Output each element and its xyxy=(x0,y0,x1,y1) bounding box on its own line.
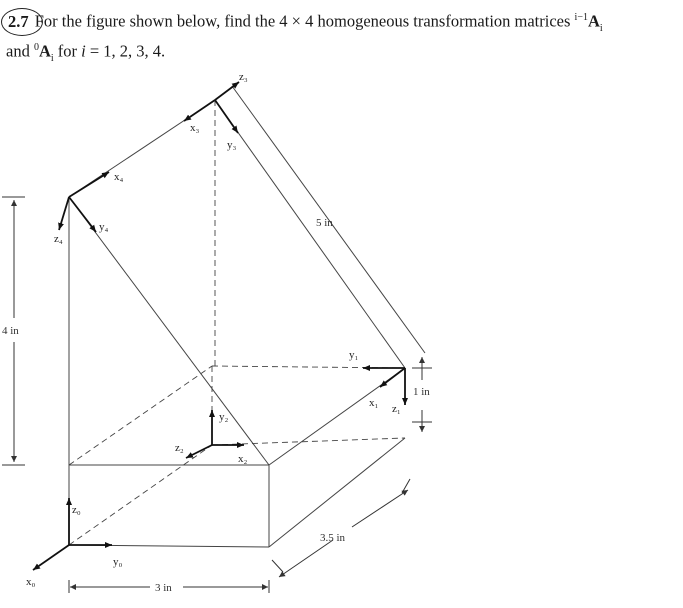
label-z3: z₃ xyxy=(239,71,248,83)
dim-depth-tick-1 xyxy=(272,560,283,572)
dim-label-4in: 4 in xyxy=(2,325,19,337)
label-z2: z₂ xyxy=(175,442,184,454)
subscript-i-2: i xyxy=(50,52,54,64)
label-y4: y₄ xyxy=(99,221,109,233)
box-bottom-right-edge xyxy=(269,438,405,547)
axis-y3 xyxy=(215,100,238,133)
dim-label-5in: 5 in xyxy=(316,217,333,229)
label-z1: z₁ xyxy=(392,403,401,415)
axis-x3 xyxy=(184,100,215,121)
superscript-zero: 0 xyxy=(33,41,39,53)
label-y0: y₀ xyxy=(113,556,123,568)
label-y1: y₁ xyxy=(349,349,359,361)
problem-text-start: For the figure shown below, find the 4 × 4 homogeneous transformation matrices xyxy=(34,11,575,31)
label-z4: z₄ xyxy=(54,233,63,245)
axis-x1 xyxy=(380,368,405,387)
label-x1: x₁ xyxy=(369,397,379,409)
link-diagonal xyxy=(69,197,269,465)
matrix-A-zero: A xyxy=(38,41,51,61)
subscript-i: i xyxy=(599,22,603,34)
hidden-bottom-back-edge xyxy=(212,438,405,445)
matrix-A: A xyxy=(587,11,600,31)
superscript-i-minus-1: i−1 xyxy=(574,12,588,23)
hidden-bottom-left-edge xyxy=(69,445,212,545)
frame-axes xyxy=(33,82,405,570)
text-and: and xyxy=(6,41,34,61)
label-x4: x₄ xyxy=(114,171,124,183)
text-range: = 1, 2, 3, 4. xyxy=(85,41,166,61)
label-x0: x₀ xyxy=(26,576,36,588)
dim-depth-arrow-1 xyxy=(279,540,333,577)
label-y2: y₂ xyxy=(219,411,229,423)
link-5in xyxy=(215,100,405,368)
text-for: for xyxy=(53,41,82,61)
label-z0: z₀ xyxy=(72,504,81,516)
dim-label-3.5in: 3.5 in xyxy=(320,532,346,544)
variable-i: i xyxy=(81,41,86,61)
base-box xyxy=(69,368,405,547)
label-y3: y₃ xyxy=(227,139,237,151)
dim-label-3in: 3 in xyxy=(155,582,172,594)
axis-x4 xyxy=(69,172,109,197)
label-x3: x₃ xyxy=(190,122,200,134)
label-x2: x₂ xyxy=(238,453,248,465)
axis-y4 xyxy=(69,197,96,232)
axis-z4 xyxy=(59,197,69,230)
problem-number: 2.7 xyxy=(6,12,31,31)
axis-z2 xyxy=(186,445,212,458)
dim-depth-arrow-2 xyxy=(352,490,408,527)
robot-links xyxy=(69,86,425,545)
axis-x0 xyxy=(33,545,69,570)
dim-label-1in: 1 in xyxy=(413,386,430,398)
hidden-top-left-edge xyxy=(69,366,212,465)
